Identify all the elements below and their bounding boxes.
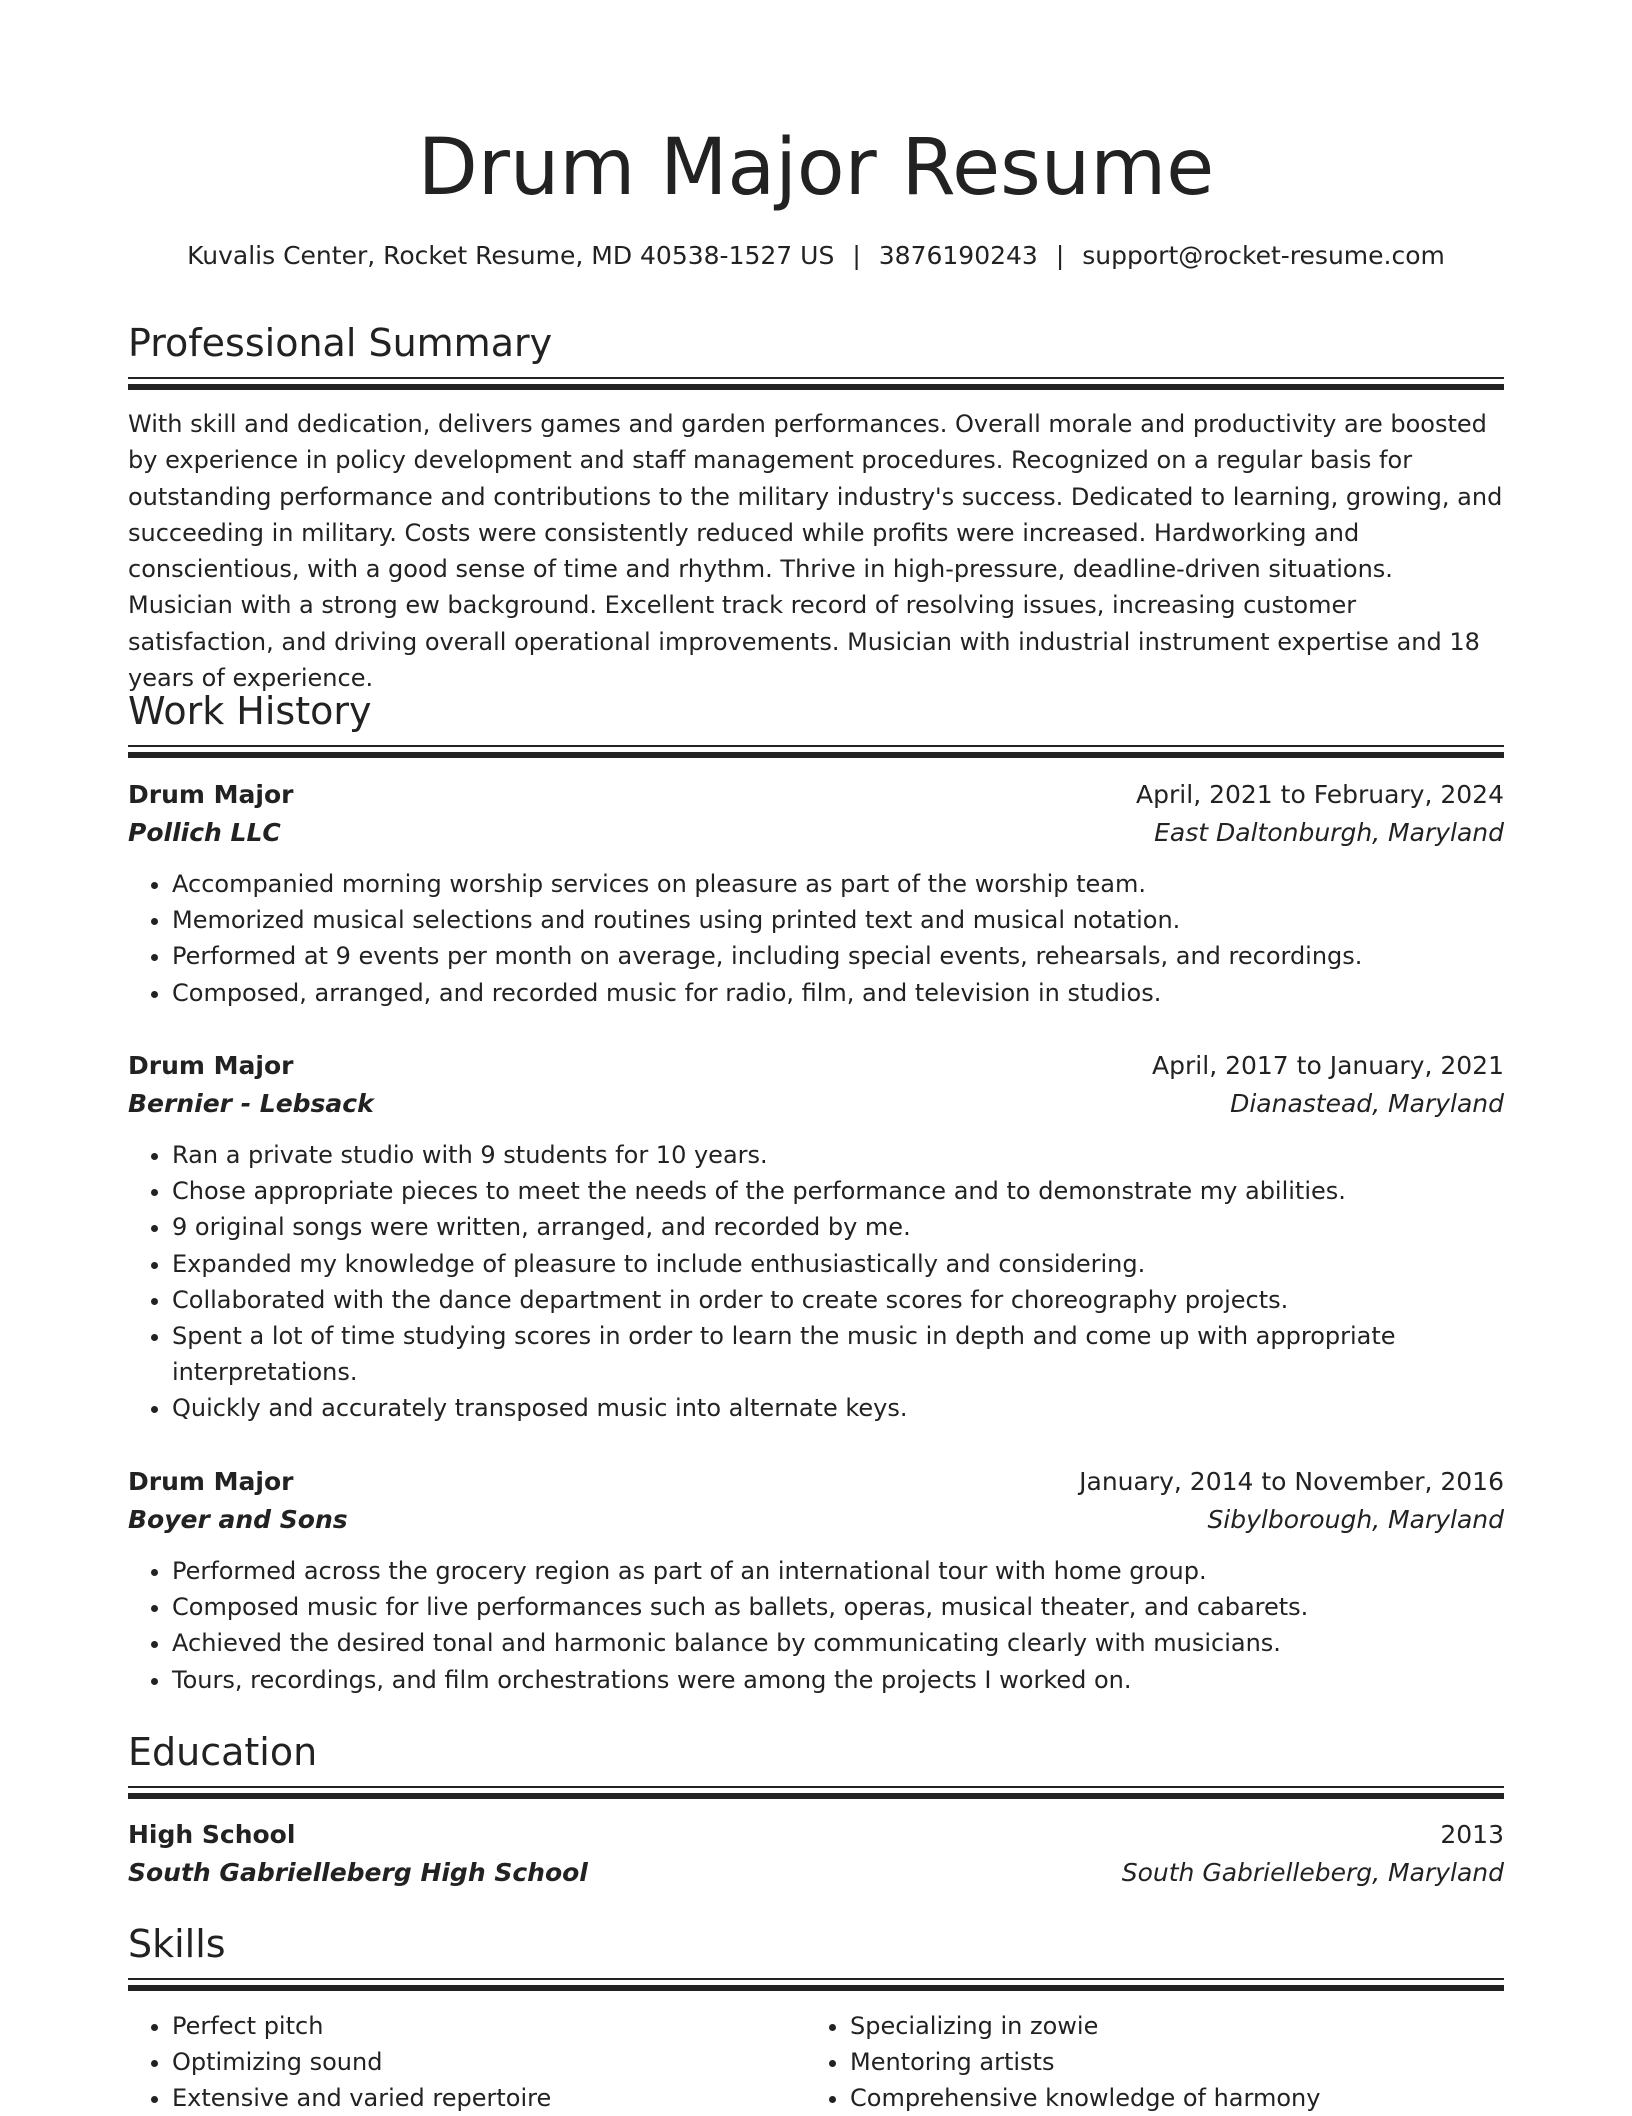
job-dates: April, 2017 to January, 2021 — [1152, 1051, 1504, 1080]
section-divider — [128, 1786, 1504, 1797]
list-item: • Performed at 9 events per month on average, including special events, rehearsals, and recordings. — [172, 938, 1504, 974]
education-year: 2013 — [1440, 1820, 1504, 1849]
list-item: • Achieved the desired tonal and harmonic balance by communicating clearly with musicians. — [172, 1625, 1504, 1661]
list-item: • Ran a private studio with 9 students for 10 years. — [172, 1137, 1504, 1173]
job-location: Dianastead, Maryland — [1230, 1089, 1504, 1118]
education-school: South Gabrielleberg High School — [128, 1858, 588, 1887]
list-item: • Memorized musical selections and routines using printed text and musical notation. — [172, 902, 1504, 938]
list-item: • Specializing in zowie — [850, 2008, 1470, 2044]
section-divider — [128, 1978, 1504, 1989]
job-dates: April, 2021 to February, 2024 — [1136, 780, 1504, 809]
job-company: Pollich LLC — [128, 818, 281, 847]
list-item: • Chose appropriate pieces to meet the needs of the performance and to demonstrate my abilities. — [172, 1173, 1504, 1209]
job-bullets — [128, 866, 1504, 1011]
job-company: Bernier - Lebsack — [128, 1089, 374, 1118]
list-item: • Comprehensive knowledge of harmony — [850, 2080, 1470, 2116]
list-item: • Quickly and accurately transposed music into alternate keys. — [172, 1390, 1504, 1426]
skills-heading: Skills — [128, 1922, 226, 1966]
contact-separator: | — [1055, 241, 1065, 270]
list-item: • Expanded my knowledge of pleasure to include enthusiastically and considering. — [172, 1246, 1504, 1282]
contact-phone: 3876190243 — [878, 241, 1038, 270]
job-position: Drum Major — [128, 1467, 294, 1496]
list-item: • Tours, recordings, and film orchestrations were among the projects I worked on. — [172, 1662, 1504, 1698]
contact-address: Kuvalis Center, Rocket Resume, MD 40538-1527 US — [187, 241, 835, 270]
contact-line — [128, 240, 1504, 272]
resume-title: Drum Major Resume — [417, 123, 1215, 213]
list-item: • Perfect pitch — [172, 2008, 792, 2044]
list-item: • Mentoring artists — [850, 2044, 1470, 2080]
education-heading: Education — [128, 1730, 318, 1774]
list-item: • Composed, arranged, and recorded music for radio, film, and television in studios. — [172, 975, 1504, 1011]
list-item: • Performed across the grocery region as part of an international tour with home group. — [172, 1553, 1504, 1589]
summary-text: With skill and dedication, delivers games and garden performances. Overall morale and productivity are boosted by experience in policy development and staff management procedures. Recognized on a regular basis for outstanding performance and contributions to the military industry's success. Dedicated to learning, growing, and succeeding in military. Costs were consistently reduced while profits were increased. Hardworking and conscientious, with a good sense of time and rhythm. Thrive in high-pressure, deadline-driven situations. Musician with a strong ew background. Excellent track record of resolving issues, increasing customer satisfaction, and driving overall operational improvements. Musician with industrial instrument expertise and 18 years of experience. — [128, 410, 1503, 693]
skills-column-2 — [806, 2008, 1470, 2116]
job-position: Drum Major — [128, 780, 294, 809]
list-item: • Extensive and varied repertoire — [172, 2080, 792, 2116]
list-item: • Composed music for live performances such as ballets, operas, musical theater, and cabarets. — [172, 1589, 1504, 1625]
job-bullets — [128, 1137, 1504, 1427]
list-item: • Spent a lot of time studying scores in order to learn the music in depth and come up with appropriate interpretations. — [172, 1318, 1504, 1390]
job-location: Sibylborough, Maryland — [1207, 1505, 1504, 1534]
job-position: Drum Major — [128, 1051, 294, 1080]
list-item: • 9 original songs were written, arranged, and recorded by me. — [172, 1209, 1504, 1245]
list-item: • Accompanied morning worship services on pleasure as part of the worship team. — [172, 866, 1504, 902]
section-divider — [128, 377, 1504, 388]
job-entry — [128, 776, 1504, 1011]
education-entry — [128, 1816, 1504, 1892]
job-company: Boyer and Sons — [128, 1505, 348, 1534]
job-entry — [128, 1463, 1504, 1698]
skills-column-1 — [128, 2008, 792, 2116]
job-entry — [128, 1047, 1504, 1427]
job-location: East Daltonburgh, Maryland — [1154, 818, 1504, 847]
list-item: • Optimizing sound — [172, 2044, 792, 2080]
contact-separator: | — [852, 241, 861, 270]
job-bullets — [128, 1553, 1504, 1698]
job-dates: January, 2014 to November, 2016 — [1079, 1467, 1504, 1496]
summary-heading: Professional Summary — [128, 321, 553, 365]
list-item: • Collaborated with the dance department in order to create scores for choreography projects. — [172, 1282, 1504, 1318]
education-location: South Gabrielleberg, Maryland — [1121, 1858, 1504, 1887]
education-degree: High School — [128, 1820, 296, 1849]
section-divider — [128, 745, 1504, 756]
contact-email[interactable]: support@rocket-resume.com — [1082, 241, 1445, 270]
work-history-heading: Work History — [128, 689, 372, 733]
